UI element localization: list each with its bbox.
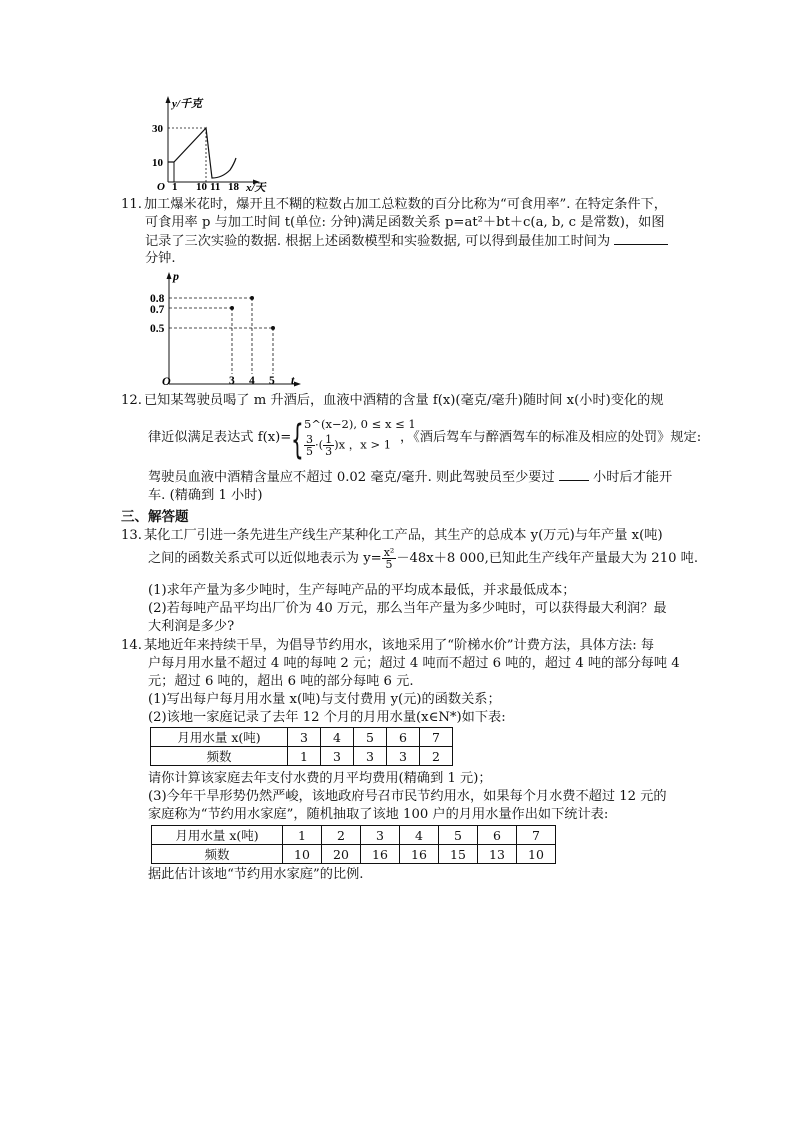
table1-cell: 3: [387, 747, 420, 766]
q12-brace: {: [291, 417, 304, 463]
q12-piece2: $\frac{3}{5}$ ·( $\frac{1}{3}$ )x ，x > 1: [306, 433, 392, 458]
q13-part1: (1)求年产量为多少吨时，生产每吨产品的平均成本最低，并求最低成本；: [148, 583, 576, 598]
table2-cell: 1: [283, 826, 322, 845]
q12-number: 12.: [121, 393, 142, 408]
table2-cell: 2: [322, 826, 361, 845]
table1-cell: 1: [288, 747, 321, 766]
table2-cell: 5: [439, 826, 478, 845]
q13-line2: 之间的函数关系式可以近似地表示为 y= $\frac{\text{x²}}{5}$ －48x＋8 000,已知此生产线年产量最大为 210 吨.: [148, 546, 699, 571]
q13-fraction: $\frac{\text{x²}}{5}$: [383, 546, 395, 571]
q14-last: 据此估计该地“节约用水家庭”的比例.: [148, 867, 364, 882]
q12-line1: 已知某驾驶员喝了 m 升酒后，血液中酒精的含量 f(x)(毫克/毫升)随时间 x(小时)变化的规: [144, 393, 664, 408]
table1-cell: 7: [420, 728, 453, 747]
graph1-y-tick-10: 10: [152, 157, 163, 169]
q11-number: 11.: [121, 197, 142, 212]
graph2-x-tick-5: 5: [269, 375, 275, 387]
graph1-y-label: y/千克: [172, 98, 202, 110]
q14-part3b: 家庭称为“节约用水家庭”，随机抽取了该地 100 户的月用水量作出如下统计表:: [148, 807, 609, 822]
q11-answer-blank[interactable]: [614, 232, 668, 245]
graph1-x-label: x/天: [246, 182, 266, 192]
water-usage-table-family: [150, 727, 453, 766]
table1-header-freq: 频数: [151, 747, 288, 766]
q12-answer-blank[interactable]: [559, 468, 589, 481]
section-heading: 三、解答题: [121, 509, 189, 525]
q12-line2-end: ，《酒后驾车与醉酒驾车的标准及相应的处罚》规定:: [400, 430, 702, 445]
table2-cell: 3: [361, 826, 400, 845]
table1-cell: 4: [321, 728, 354, 747]
q11-line4: 分钟.: [145, 251, 176, 266]
q13-part2b: 大利润是多少?: [148, 619, 235, 634]
table2-header-x: 月用水量 x(吨): [152, 826, 283, 845]
table2-cell: 13: [478, 845, 517, 864]
table-row: [152, 826, 556, 845]
q12-piece2-base: $\frac{1}{3}$: [325, 433, 333, 458]
graph-weight-days: [148, 92, 268, 192]
graph1-x-tick-11: 11: [210, 181, 221, 192]
table2-cell: 6: [478, 826, 517, 845]
graph2-point-3: [230, 306, 234, 310]
q11-line1: 加工爆米花时，爆开且不糊的粒数占加工总粒数的百分比称为“可食用率”. 在特定条件下，: [144, 197, 667, 212]
table1-cell: 2: [420, 747, 453, 766]
table1-cell: 3: [288, 728, 321, 747]
table-row: [151, 728, 453, 747]
table1-cell: 3: [321, 747, 354, 766]
table1-cell: 3: [354, 747, 387, 766]
q14-part2: (2)该地一家庭记录了去年 12 个月的月用水量(x∈N*)如下表:: [148, 710, 506, 725]
graph1-y-tick-30: 30: [152, 123, 163, 135]
q12-line3-text: 驾驶员血液中酒精含量应不超过 0.02 毫克/毫升. 则此驾驶员至少要过: [148, 470, 555, 485]
graph2-y-tick-0.7: 0.7: [150, 304, 165, 316]
q14-part3a: (3)今年干旱形势仍然严峻，该地政府号召市民节约用水，如果每个月水费不超过 12 元的: [148, 789, 667, 804]
table2-cell: 7: [517, 826, 556, 845]
q12-piece1: 5^(x−2), 0 ≤ x ≤ 1: [304, 417, 416, 431]
graph2-x-tick-3: 3: [229, 375, 235, 387]
q12-line4: 车. (精确到 1 小时): [148, 488, 263, 503]
table-row: [152, 845, 556, 864]
graph2-origin: O: [162, 374, 171, 388]
graph1-curve: [168, 128, 236, 178]
q11-line3: [145, 232, 668, 251]
table2-cell: 20: [322, 845, 361, 864]
q12-line2-start: 律近似满足表达式 f(x)=: [148, 430, 292, 445]
table2-cell: 10: [283, 845, 322, 864]
q11-line3-text: 记录了三次实验的数据. 根据上述函数模型和实验数据, 可以得到最佳加工时间为: [145, 234, 611, 249]
table-row: [151, 747, 453, 766]
q13-part2a: (2)若每吨产品平均出厂价为 40 万元，那么当年产量为多少吨时，可以获得最大利润？最: [148, 601, 667, 616]
q14-number: 14.: [121, 638, 142, 653]
graph2-point-4: [250, 296, 254, 300]
table1-cell: 5: [354, 728, 387, 747]
table2-cell: 10: [517, 845, 556, 864]
table1-header-x: 月用水量 x(吨): [151, 728, 288, 747]
q12-line3-end: 小时后才能开: [593, 470, 673, 485]
graph1-origin: O: [157, 181, 165, 192]
graph2-x-tick-4: 4: [249, 375, 255, 387]
q12-line3: [148, 468, 672, 487]
graph2-point-5: [271, 326, 275, 330]
graph2-y-label: p: [173, 269, 179, 283]
q14-part2-after: 请你计算该家庭去年支付水费的月平均费用(精确到 1 元)；: [148, 771, 492, 786]
q14-line1: 某地近年来持续干旱，为倡导节约用水，该地采用了“阶梯水价”计费方法，具体方法: 每: [144, 638, 655, 653]
table2-cell: 15: [439, 845, 478, 864]
graph1-x-tick-18: 18: [228, 181, 239, 192]
table1-cell: 6: [387, 728, 420, 747]
q12-piece2-coef: $\frac{3}{5}$: [306, 433, 313, 458]
graph1-x-tick-1: 1: [172, 181, 178, 192]
q13-line1: 某化工厂引进一条先进生产线生产某种化工产品，其生产的总成本 y(万元)与年产量 x(吨): [144, 528, 663, 543]
q11-line2: 可食用率 p 与加工时间 t(单位: 分钟)满足函数关系 p=at²＋bt＋c(a, b, c 是常数)，如图: [145, 215, 665, 230]
q14-part1: (1)写出每户每月用水量 x(吨)与支付费用 y(元)的函数关系；: [148, 692, 501, 707]
table2-header-freq: 频数: [152, 845, 283, 864]
graph2-x-label: t: [291, 373, 295, 387]
table2-cell: 16: [361, 845, 400, 864]
q14-line3: 元；超过 6 吨的，超出 6 吨的部分每吨 6 元.: [148, 674, 414, 689]
table2-cell: 16: [400, 845, 439, 864]
water-usage-table-survey: [151, 825, 556, 864]
q13-number: 13.: [121, 528, 142, 543]
graph1-x-tick-10: 10: [196, 181, 207, 192]
graph2-y-tick-0.5: 0.5: [150, 323, 165, 335]
table2-cell: 4: [400, 826, 439, 845]
q14-line2: 户每月用水量不超过 4 吨的每吨 2 元；超过 4 吨而不超过 6 吨的，超过 4 吨的部分每吨 4: [148, 656, 680, 671]
graph2-y-tick-0.8: 0.8: [150, 293, 165, 305]
graph-p-t: [145, 268, 315, 392]
